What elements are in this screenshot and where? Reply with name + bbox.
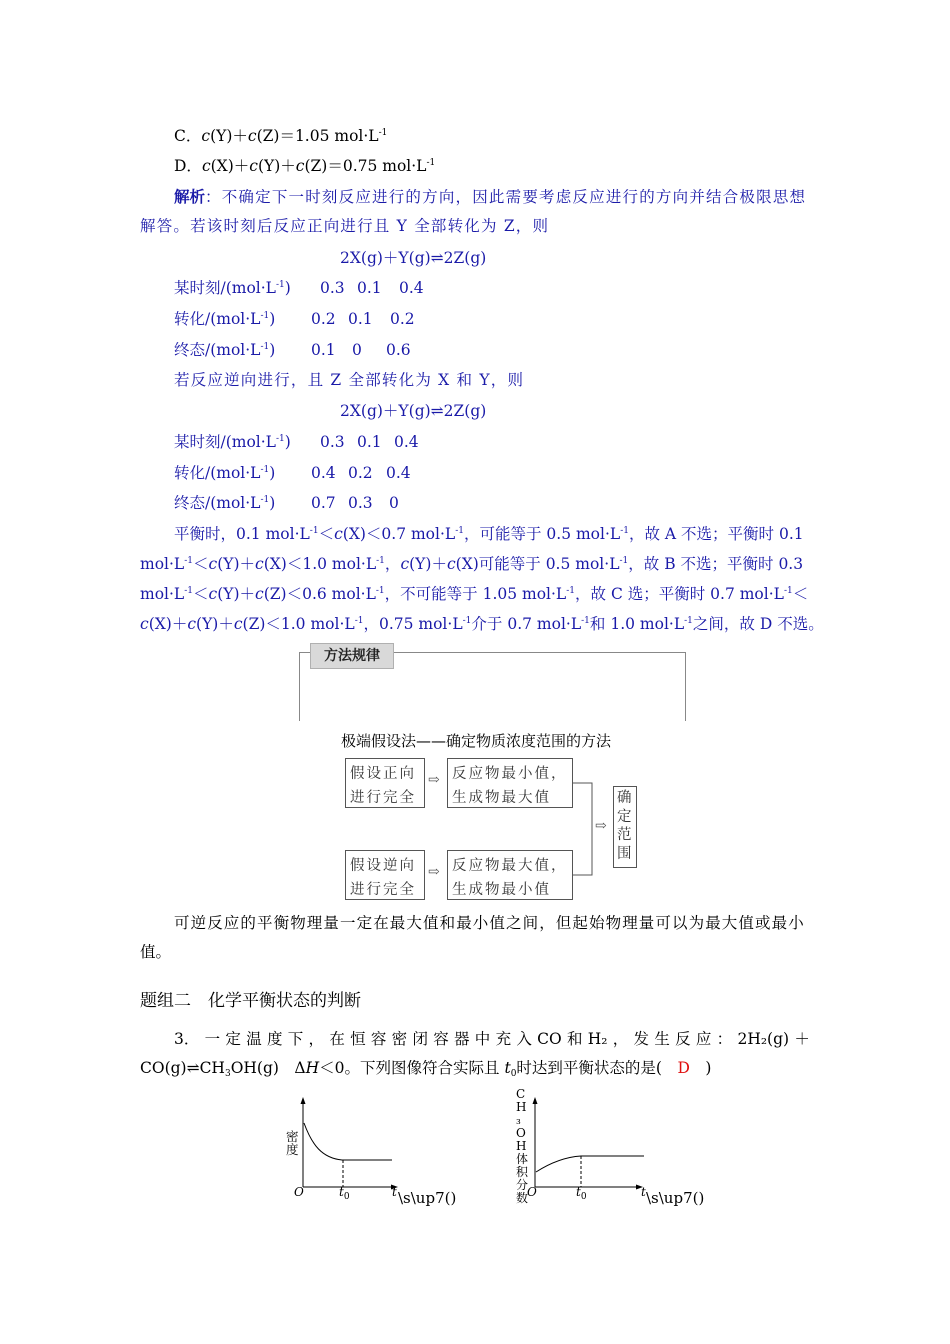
graph2-origin: O: [527, 1185, 537, 1199]
table-cell: 0.1: [348, 310, 373, 328]
table-row: 转化$/(mol\cdot L^{-1})$: [174, 464, 276, 482]
analysis-line-1: 解析：不确定下一时刻反应进行的方向，因此需要考虑反应进行的方向并结合极限思想: [174, 188, 807, 206]
flow-box-reverse-result: 反应物最大值， 生成物最小值: [447, 850, 573, 900]
table-row: 终态$/(mol\cdot L^{-1})$: [174, 341, 276, 359]
table-cell: 0.2: [390, 310, 415, 328]
conclusion-line-4: c(X)＋c(Y)＋c(Z)＜1.0 $mol\cdot L^{-1}$，0.75 $mol\cdot L^{-1}$介于 0.7 $mol\cdot L^{-1}$和 1.0 $mol\cdot L^{-1}$之间，故 D 不选。: [140, 615, 824, 633]
question-3-line-1: 3． 一 定 温 度 下 ， 在 恒 容 密 闭 容 器 中 充 入 CO 和 H₂ ， 发 生 反 应 ： 2H₂(g) ＋: [174, 1030, 810, 1048]
graph1-ylabel: 密度: [286, 1129, 299, 1157]
table-cell: 0.4: [394, 433, 419, 451]
graph1-t0-label: $t_0$: [339, 1185, 350, 1202]
conclusion-line-3: $mol\cdot L^{-1}<c(Y)+c(Z)<0.6$ $mol\cdot L^{-1}$，不可能等于 1.05 $mol\cdot L^{-1}$，故 C 选；平衡时 0.7 $mol\cdot L^{-1}<$: [140, 585, 809, 603]
table-row: 某时刻$/(mol\cdot L^{-1})$: [174, 433, 291, 451]
table-cell: 0.7: [311, 494, 336, 512]
arrow-icon: ⇨: [428, 772, 440, 788]
option-c: C．c(Y)＋c(Z)＝1.05 $mol\cdot L^{-1}$: [174, 127, 388, 145]
table-cell: 0: [389, 494, 399, 512]
graph2-caption: \s\up7(): [646, 1189, 705, 1207]
analysis-line-2: 解答。若该时刻后反应正向进行且 Y 全部转化为 Z，则: [140, 217, 550, 235]
y-axis-arrow: [301, 1097, 306, 1104]
flow-box-reverse: 假设逆向 进行完全: [345, 850, 425, 900]
answer: D: [677, 1059, 690, 1077]
graph2-ylabel: CH₃OH体积分数: [516, 1087, 529, 1205]
arrow-icon: ⇨: [428, 864, 440, 880]
table-row: 某时刻$/(mol\cdot L^{-1})$: [174, 279, 291, 297]
section-title: 题组二 化学平衡状态的判断: [140, 991, 361, 1011]
conclusion-line-2: $mol\cdot L^{-1}<c(Y)+c(X)<1.0$ $mol\cdot L^{-1}$，c(Y)＋c(X)可能等于 0.5 $mol\cdot L^{-1}$，故 B 不选；平衡时 0.3: [140, 555, 804, 573]
density-curve: [304, 1123, 392, 1160]
table-cell: 0.6: [386, 341, 411, 359]
table-cell: 0.4: [311, 464, 336, 482]
table-cell: 0.4: [399, 279, 424, 297]
graph1-x-label: t: [392, 1185, 397, 1199]
equation-2: 2X(g)＋Y(g)⇌2Z(g): [340, 402, 487, 420]
flow-box-forward-result: 反应物最小值， 生成物最大值: [447, 758, 573, 808]
method-note-2: 值。: [140, 943, 172, 961]
table-cell: 0.1: [311, 341, 336, 359]
flow-box-forward: 假设正向 进行完全: [345, 758, 425, 808]
table-row: 终态$/(mol\cdot L^{-1})$: [174, 494, 276, 512]
table-row: 转化$/(mol\cdot L^{-1})$: [174, 310, 276, 328]
method-tag: 方法规律: [310, 643, 394, 669]
arrow-icon: ⇨: [595, 818, 607, 834]
graph1-caption: \s\up7(): [398, 1189, 457, 1207]
graph2-t0-label: $t_0$: [576, 1185, 587, 1202]
table-cell: 0.2: [348, 464, 373, 482]
conclusion-line-1: 平衡时，0.1 $mol\cdot L^{-1}<c(X)<0.7$ $mol\cdot L^{-1}$，可能等于 0.5 $mol\cdot L^{-1}$，故 A 不选；平衡时 0.1: [174, 525, 804, 543]
table-cell: 0.1: [357, 433, 382, 451]
method-note-1: 可逆反应的平衡物理量一定在最大值和最小值之间，但起始物理量可以为最大值或最小: [174, 914, 805, 932]
graph2-x-label: t: [641, 1185, 646, 1199]
y-axis-arrow: [533, 1097, 538, 1104]
graph1-origin: O: [294, 1185, 304, 1199]
table-cell: 0.2: [311, 310, 336, 328]
methanol-curve: [536, 1156, 644, 1172]
table-cell: 0.3: [320, 279, 345, 297]
table-cell: 0.3: [348, 494, 373, 512]
analysis-reverse: 若反应逆向进行，且 Z 全部转化为 X 和 Y，则: [174, 371, 525, 389]
question-3-line-2: $CO(g)\rightleftharpoons CH_3OH(g)$ ΔH＜0。下列图像符合实际且 $t_0$时达到平衡状态的是( D ): [140, 1059, 712, 1079]
table-cell: 0.4: [386, 464, 411, 482]
table-cell: 0: [352, 341, 362, 359]
option-d: D．c(X)＋c(Y)＋c(Z)＝0.75 $mol\cdot L^{-1}$: [174, 157, 436, 175]
method-title: 极端假设法——确定物质浓度范围的方法: [341, 732, 612, 750]
table-cell: 0.3: [320, 433, 345, 451]
equation-1: 2X(g)＋Y(g)⇌2Z(g): [340, 249, 487, 267]
table-cell: 0.1: [357, 279, 382, 297]
flow-box-range: 确 定 范 围: [613, 786, 637, 868]
